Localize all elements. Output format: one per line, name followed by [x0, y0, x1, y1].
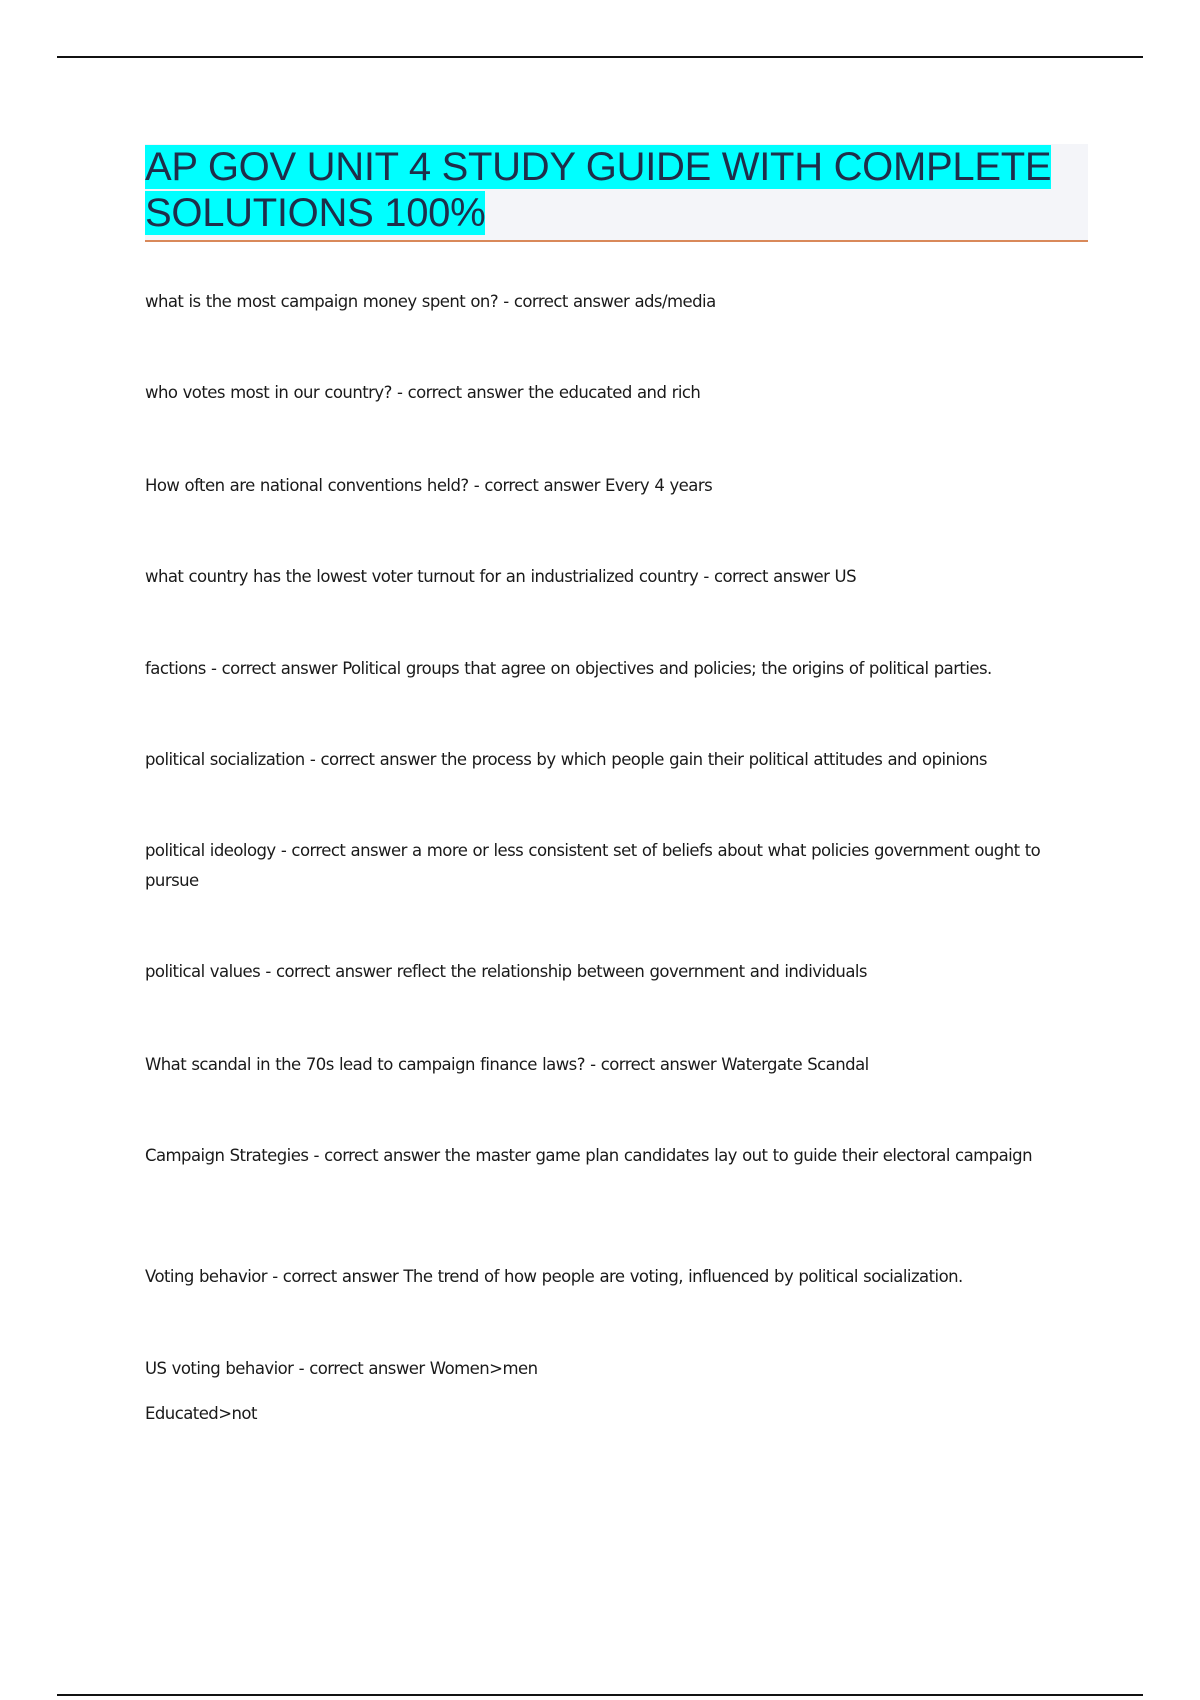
qa-entry: who votes most in our country? - correct answer the educated and rich [145, 383, 701, 402]
qa-entry: Campaign Strategies - correct answer the master game plan candidates lay out to guide their electoral campaign [145, 1146, 1033, 1165]
qa-entry: What scandal in the 70s lead to campaign finance laws? - correct answer Watergate Scandal [145, 1055, 869, 1074]
qa-entry: what country has the lowest voter turnout for an industrialized country - correct answer US [145, 567, 857, 586]
qa-entry: what is the most campaign money spent on? - correct answer ads/media [145, 292, 716, 311]
qa-entry: US voting behavior - correct answer Women>men [145, 1359, 538, 1378]
qa-entry: political socialization - correct answer the process by which people gain their political attitudes and opinions [145, 750, 987, 769]
qa-entry: factions - correct answer Political groups that agree on objectives and policies; the origins of political parties. [145, 659, 992, 678]
qa-entry: How often are national conventions held? - correct answer Every 4 years [145, 476, 713, 495]
qa-entry: political ideology - correct answer a more or less consistent set of beliefs about what policies government ought to pursue [145, 841, 1041, 890]
title-highlight: AP GOV UNIT 4 STUDY GUIDE WITH COMPLETE SOLUTIONS 100% [145, 145, 1052, 235]
bottom-rule [57, 1694, 1143, 1696]
qa-entry: political values - correct answer reflect the relationship between government and individuals [145, 962, 867, 981]
page-title [145, 144, 1088, 236]
qa-entry: Voting behavior - correct answer The trend of how people are voting, influenced by political socialization. [145, 1267, 963, 1286]
top-rule [57, 56, 1143, 58]
qa-entry-continuation: Educated>not [145, 1404, 257, 1423]
title-block [145, 144, 1088, 242]
